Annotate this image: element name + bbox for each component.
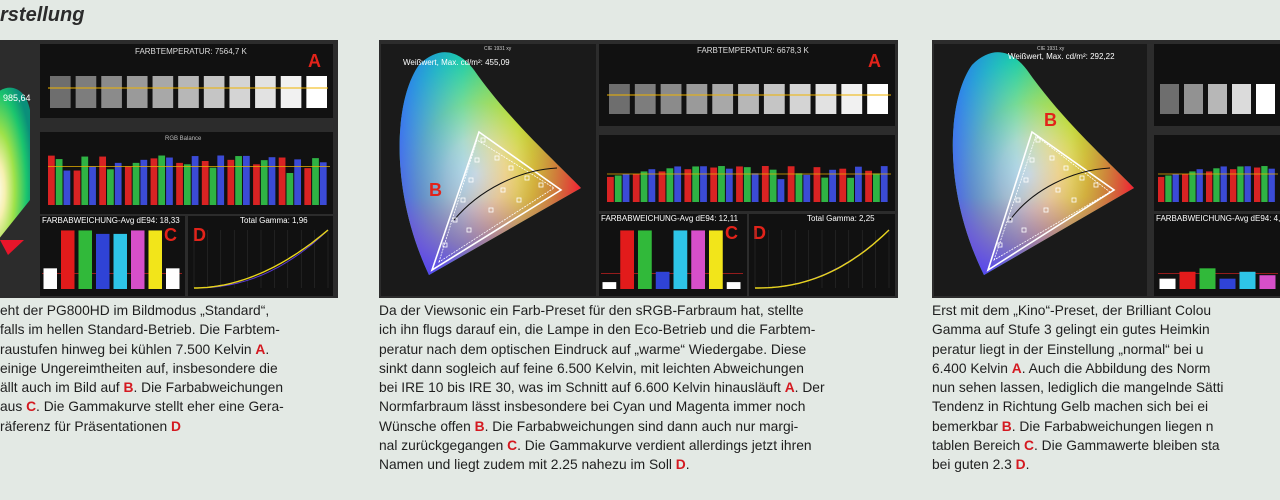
gamma-title: Total Gamma: 1,96 — [240, 216, 308, 225]
rgb-bar — [107, 169, 114, 205]
text-run: Da der Viewsonic ein Farb-Preset für den sRGB-Farbraum hat, stellte — [379, 303, 804, 318]
text-run: peratur liegt in der Einstellung „normal“ bei u — [932, 341, 1204, 357]
marker-a: A — [868, 51, 881, 71]
text-run: ällt auch im Bild auf — [0, 380, 124, 396]
de-bar — [638, 230, 652, 289]
de-bar — [674, 230, 688, 289]
rgb-bar — [752, 173, 759, 202]
rgb-bar — [151, 158, 158, 205]
rgb-bar — [847, 178, 854, 202]
marker-b: B — [429, 180, 442, 200]
rgb-bar — [881, 166, 888, 202]
de-bar — [61, 230, 75, 289]
figure-reference-marker: B — [474, 418, 485, 434]
de-bar — [44, 268, 58, 289]
text-run: nal zurückgegangen — [379, 438, 508, 454]
text-run: . — [1025, 457, 1030, 473]
de-bar — [727, 282, 741, 289]
rgb-bar — [320, 162, 327, 205]
measurement-panel-1 — [0, 40, 338, 298]
rgb-bar — [1213, 168, 1219, 202]
kelvin-bar — [1232, 84, 1251, 114]
rgb-bar — [762, 166, 769, 202]
text-run: Namen und liegt zudem mit 2.25 nahezu im Soll — [379, 457, 676, 473]
text-run: nun sehen lassen, lediglich die mangelnde Sätti — [932, 380, 1224, 396]
rgb-bar — [865, 171, 872, 202]
text-run: sinkt dann sogleich auf feine 6.500 Kelvin, mit leichten Abweichungen — [379, 360, 804, 376]
rgb-bar — [778, 179, 785, 202]
text-line — [0, 340, 340, 359]
marker-b: B — [1044, 110, 1057, 130]
de-title: FARBABWEICHUNG-Avg dE94: 4, — [1156, 214, 1280, 223]
text-run: . Die Gammawerte bleiben sta — [1034, 438, 1220, 454]
figure-reference-marker: D — [1015, 457, 1026, 473]
rgb-bar — [312, 158, 319, 205]
text-line — [932, 397, 1280, 416]
text-run: falls im hellen Standard-Betrieb. Die Farbtem- — [0, 322, 280, 338]
text-line — [932, 340, 1280, 359]
rgb-bar — [166, 158, 173, 205]
rgb-bar — [74, 171, 81, 205]
text-run: . Der — [794, 380, 825, 396]
text-run: einige Ungereimtheiten auf, insbesondere die — [0, 360, 278, 376]
text-run: bei guten 2.3 — [932, 457, 1016, 473]
rgb-title: RGB Balance — [165, 136, 202, 142]
figure-reference-marker: C — [26, 399, 37, 415]
text-line — [932, 378, 1280, 397]
rgb-bar — [615, 175, 622, 202]
de-bar — [114, 234, 128, 289]
panel-3-graphics — [932, 40, 1280, 298]
kelvin-bar — [1184, 84, 1203, 114]
de-bar — [656, 272, 670, 289]
kelvin-bar — [1256, 84, 1275, 114]
rgb-bar — [192, 156, 199, 205]
text-line — [0, 417, 340, 436]
kelvin-bar — [609, 84, 630, 114]
kelvin-bar — [281, 76, 302, 108]
de-bar — [1180, 272, 1196, 289]
paragraph-column-3 — [932, 301, 1280, 475]
paragraph-column-1 — [0, 301, 340, 436]
text-run: aus — [0, 399, 27, 415]
cie-title: CIE 1931 xy — [484, 46, 512, 52]
text-line — [0, 359, 340, 378]
rgb-bar — [269, 157, 276, 205]
rgb-bar — [133, 163, 140, 205]
de-bar — [620, 230, 634, 289]
rgb-bar — [210, 168, 217, 205]
rgb-bar — [1173, 174, 1179, 202]
de-bar — [1260, 275, 1276, 289]
marker-a: A — [308, 51, 321, 71]
rgb-bar — [803, 175, 810, 202]
rgb-bar — [89, 166, 96, 205]
kelvin-bars — [50, 76, 327, 108]
kelvin-bar — [255, 76, 276, 108]
text-run: tablen Bereich — [932, 438, 1025, 454]
rgb-bar — [1245, 166, 1251, 202]
de-bar — [1200, 268, 1216, 289]
measurement-panel-3 — [932, 40, 1280, 298]
text-run: . Die Farbabweichungen liegen n — [1011, 418, 1214, 434]
text-run: . Die Farbabweichungen — [133, 380, 283, 396]
kelvin-bars — [1160, 84, 1275, 114]
rgb-bar — [235, 156, 242, 205]
text-run: 6.400 Kelvin — [932, 360, 1012, 376]
kelvin-bar — [1160, 84, 1179, 114]
gamma-title: Total Gamma: 2,25 — [807, 214, 875, 223]
text-line — [379, 436, 898, 455]
panel-1-graphics — [0, 40, 338, 298]
de-bar — [131, 230, 145, 289]
kelvin-bar — [76, 76, 97, 108]
figure-reference-marker: A — [1011, 360, 1022, 376]
rgb-bar — [855, 167, 862, 202]
text-line — [379, 320, 898, 339]
text-run: eht der PG800HD im Bildmodus „Standard“, — [0, 303, 270, 318]
rgb-bar — [217, 156, 224, 205]
white-value: 985,64 — [3, 93, 31, 103]
white-title: Weißwert, Max. cd/m²: 292,22 — [1008, 52, 1115, 61]
kelvin-bar — [738, 84, 759, 114]
kelvin-bars — [609, 84, 888, 114]
text-run: . Die Gammakurve verdient allerdings jetzt ihren — [517, 438, 812, 454]
rgb-bar — [633, 174, 640, 202]
figure-reference-marker: A — [784, 380, 795, 396]
kelvin-bar — [204, 76, 225, 108]
text-run: Gamma auf Stufe 3 gelingt ein gutes Heimkin — [932, 322, 1210, 338]
rgb-bar — [81, 157, 88, 205]
rgb-bar — [158, 156, 165, 205]
text-line — [379, 397, 898, 416]
marker-c: C — [164, 225, 177, 245]
rgb-bar — [607, 177, 614, 202]
paragraph-column-2 — [379, 301, 898, 475]
rgb-bar — [286, 173, 293, 205]
figure-reference-marker: C — [507, 438, 518, 454]
rgb-bar — [873, 173, 880, 202]
de-bar — [709, 230, 723, 289]
kelvin-bar — [229, 76, 250, 108]
kelvin-title: FARBTEMPERATUR: 7564,7 K — [135, 47, 247, 56]
de-bar — [1160, 279, 1176, 289]
kelvin-bar — [178, 76, 199, 108]
rgb-bar — [1237, 166, 1243, 202]
rgb-bar — [56, 159, 63, 205]
text-run: Wünsche offen — [379, 418, 475, 434]
cie-title: CIE 1931 xy — [1037, 46, 1065, 52]
rgb-bar — [666, 168, 673, 202]
rgb-bar — [692, 166, 699, 202]
text-line — [379, 359, 898, 378]
rgb-bar — [814, 167, 821, 202]
kelvin-bar — [153, 76, 174, 108]
rgb-bar — [623, 174, 630, 202]
text-line — [932, 359, 1280, 378]
kelvin-bar — [635, 84, 656, 114]
text-run: bemerkbar — [932, 418, 1002, 434]
rgb-bar — [718, 166, 725, 202]
text-run: . Die Farbabweichungen sind dann auch nur margi- — [484, 418, 799, 434]
kelvin-bar — [306, 76, 327, 108]
text-run: Normfarbraum lässt insbesondere bei Cyan und Magenta immer noch — [379, 399, 806, 415]
kelvin-bar — [764, 84, 785, 114]
rgb-bar — [770, 170, 777, 202]
rgb-bar — [788, 166, 795, 202]
text-run: peratur nach dem optischen Eindruck auf „warme“ Wiedergabe. Diese — [379, 341, 807, 357]
rgb-bar — [1165, 175, 1171, 202]
gamma-chart-bg — [188, 216, 333, 296]
rgb-bar — [1189, 171, 1195, 202]
text-run: . Die Gammakurve stellt eher eine Gera- — [36, 399, 284, 415]
text-line — [932, 320, 1280, 339]
rgb-bar — [115, 163, 122, 205]
de-bar — [1240, 272, 1256, 289]
figure-reference-marker: B — [123, 380, 134, 396]
cie-red-region — [0, 240, 24, 255]
rgb-bar — [1182, 174, 1188, 202]
figure-reference-marker: B — [1001, 418, 1012, 434]
section-heading: rstellung — [0, 4, 85, 26]
kelvin-bar — [841, 84, 862, 114]
text-line — [379, 378, 898, 397]
text-line — [932, 455, 1280, 474]
figure-reference-marker: D — [171, 418, 181, 434]
de-bar — [603, 282, 617, 289]
rgb-bar — [184, 164, 191, 205]
text-line — [0, 397, 340, 416]
figure-reference-marker: D — [675, 457, 686, 473]
text-run: . — [265, 341, 270, 357]
figure-reference-marker: A — [255, 341, 266, 357]
marker-c: C — [725, 223, 738, 243]
kelvin-bar — [712, 84, 733, 114]
rgb-bar — [710, 168, 717, 202]
kelvin-bar — [127, 76, 148, 108]
text-run: . — [685, 457, 690, 473]
rgb-bar — [243, 156, 250, 205]
de-bar — [1220, 279, 1236, 289]
rgb-bar — [1206, 171, 1212, 202]
rgb-bar — [279, 158, 286, 205]
rgb-bar — [1254, 168, 1260, 202]
kelvin-bar — [101, 76, 122, 108]
rgb-bar — [125, 166, 132, 205]
kelvin-bar — [1208, 84, 1227, 114]
text-run: Tendenz in Richtung Gelb machen sich bei ei — [932, 399, 1209, 415]
text-run: bei IRE 10 bis IRE 30, was im Schnitt auf 6.600 Kelvin hinausläuft — [379, 380, 785, 396]
kelvin-bar — [50, 76, 71, 108]
text-line — [379, 340, 898, 359]
text-run: raustufen hinweg bei kühlen 7.500 Kelvin — [0, 341, 256, 357]
text-line — [932, 301, 1280, 320]
rgb-bar — [176, 163, 183, 205]
rgb-bar — [744, 167, 751, 202]
rgb-bar — [64, 171, 71, 205]
text-line — [379, 455, 898, 474]
text-run: räferenz für Präsentationen — [0, 418, 172, 434]
kelvin-title: FARBTEMPERATUR: 6678,3 K — [697, 46, 809, 55]
rgb-bar — [48, 156, 55, 205]
panel-2-graphics — [379, 40, 898, 298]
text-line — [0, 301, 340, 320]
rgb-bar — [821, 178, 828, 202]
rgb-bar — [700, 166, 707, 202]
white-title: Weißwert, Max. cd/m²: 455,09 — [403, 58, 510, 67]
text-line — [379, 301, 898, 320]
text-line — [0, 378, 340, 397]
rgb-bar — [1221, 166, 1227, 202]
de-title: FARBABWEICHUNG-Avg dE94: 12,11 — [601, 214, 739, 223]
rgb-bar — [659, 171, 666, 202]
kelvin-bar — [790, 84, 811, 114]
kelvin-bar — [867, 84, 888, 114]
kelvin-bar — [686, 84, 707, 114]
text-line — [379, 417, 898, 436]
rgb-bar — [829, 170, 836, 202]
rgb-bar — [202, 161, 209, 205]
text-run: . Auch die Abbildung des Norm — [1021, 360, 1211, 376]
kelvin-bar — [661, 84, 682, 114]
de-bar — [166, 268, 180, 289]
text-run: ich ihn flugs darauf ein, die Lampe in den Eco-Betrieb und die Farbtem- — [379, 322, 816, 338]
text-line — [0, 320, 340, 339]
de-bar — [691, 230, 705, 289]
de-bar — [149, 230, 163, 289]
rgb-bar — [796, 173, 803, 202]
text-line — [932, 417, 1280, 436]
text-line — [932, 436, 1280, 455]
rgb-bar — [1261, 166, 1267, 202]
rgb-bar — [99, 157, 106, 205]
measurement-panel-2 — [379, 40, 898, 298]
marker-d: D — [753, 223, 766, 243]
rgb-bar — [736, 166, 743, 202]
de-title: FARBABWEICHUNG-Avg dE94: 18,33 — [42, 216, 180, 225]
rgb-bar — [1158, 177, 1164, 202]
rgb-bar — [674, 166, 681, 202]
de-bar — [96, 234, 110, 289]
marker-d: D — [193, 225, 206, 245]
de-bar — [79, 230, 93, 289]
text-run: Erst mit dem „Kino“-Preset, der Brilliant Colou — [932, 303, 1212, 318]
rgb-bar — [253, 164, 260, 205]
kelvin-bar — [816, 84, 837, 114]
rgb-bar — [304, 168, 311, 205]
figure-reference-marker: C — [1024, 438, 1035, 454]
rgb-bar — [641, 171, 648, 202]
